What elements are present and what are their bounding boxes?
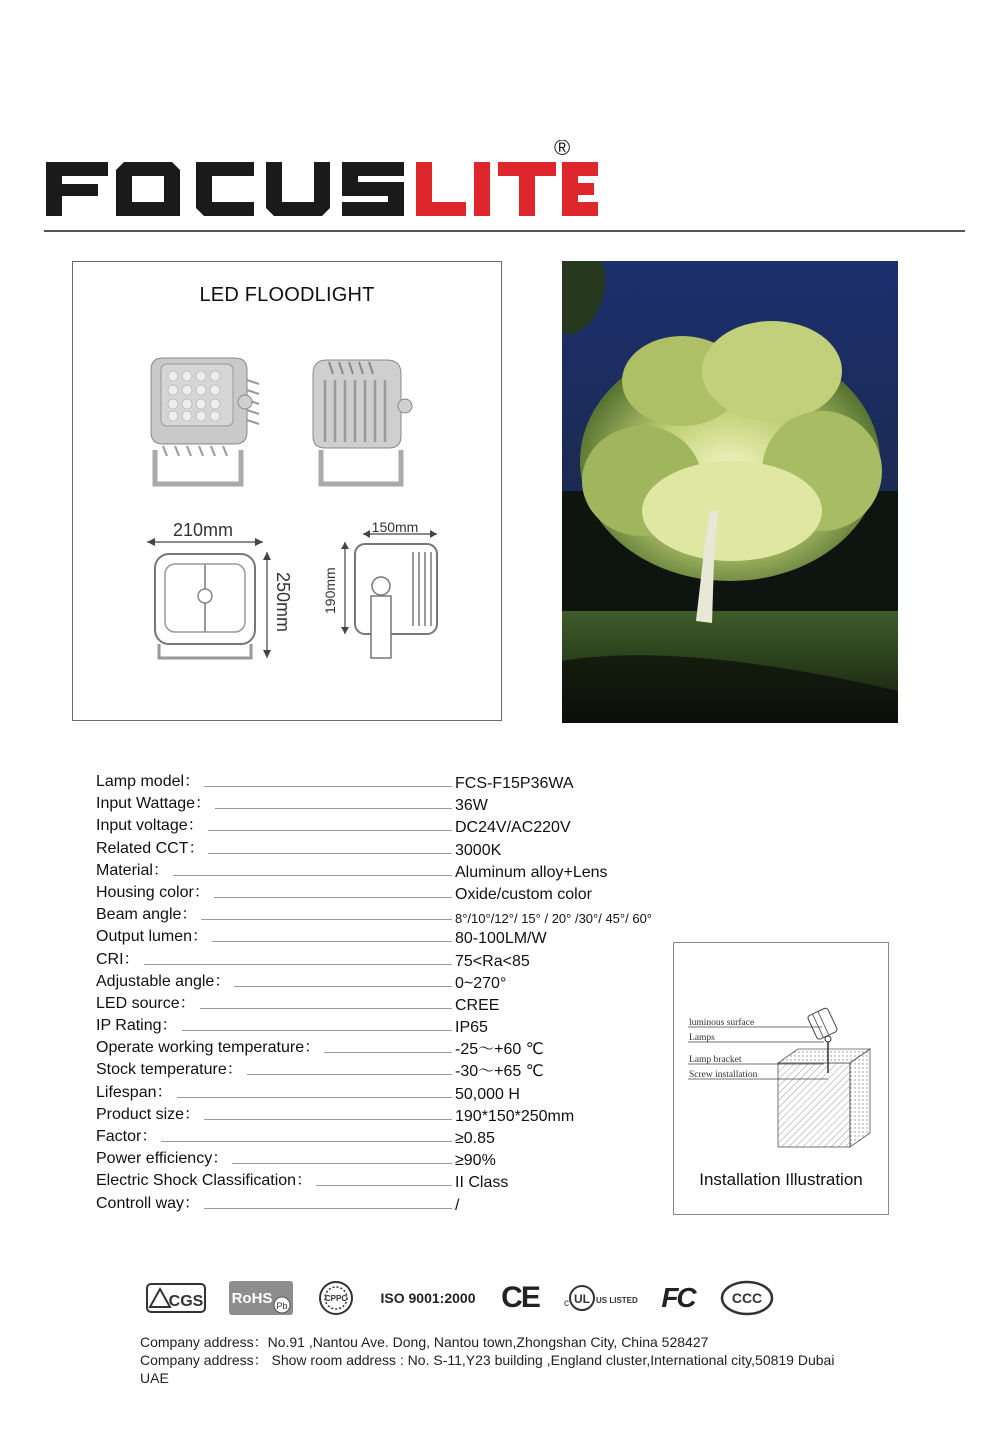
svg-text:Pb: Pb [276,1301,288,1311]
spec-value: ≥90% [455,1152,496,1170]
spec-value: 50,000 H [455,1085,520,1103]
ul-logo [560,1276,640,1320]
spec-label: Controll way： [96,1194,204,1214]
spec-row [96,972,706,994]
spec-row [96,816,706,838]
spec-row [96,1083,706,1105]
spec-label: Stock temperature： [96,1060,247,1080]
product-drawing-panel [72,261,502,721]
cppc-logo [316,1276,356,1320]
floodlight-back-view [313,360,412,484]
svg-text:CPPC: CPPC [324,1294,348,1303]
spec-value: Oxide/custom color [455,885,592,903]
spec-value: Aluminum alloy+Lens [455,863,608,881]
spec-label: Electric Shock Classification： [96,1171,316,1191]
spec-row [96,883,706,905]
spec-row [96,1127,706,1149]
spec-label: Output lumen： [96,927,212,947]
application-photo [562,261,898,723]
spec-label: LED source： [96,994,200,1014]
spec-value: 3000K [455,841,502,859]
product-title: LED FLOODLIGHT [199,284,375,306]
spec-row [96,839,706,861]
spec-label: Lamp model： [96,772,204,792]
installation-panel [673,942,889,1215]
spec-value: -25～+60 ℃ [455,1041,544,1059]
spec-value: FCS-F15P36WA [455,775,574,792]
spec-row [96,950,706,972]
spec-value: DC24V/AC220V [455,819,571,837]
spec-row [96,772,706,794]
spec-value: 0~270° [455,974,507,992]
cgs-logo [146,1276,206,1320]
spec-row [96,1149,706,1171]
spec-label: Product size： [96,1105,204,1125]
front-dimension-drawing [147,520,293,658]
certification-row [140,1276,780,1320]
footer-address [140,1333,880,1387]
install-label-screw-installation: Screw installation [689,1070,758,1080]
spec-label: IP Rating： [96,1016,182,1036]
iso-logo: ISO 9001:2000 [380,1290,476,1306]
spec-label: Power efficiency： [96,1149,232,1169]
spec-label: Lifespan： [96,1083,177,1103]
brand-logo [44,140,604,230]
spec-value: ≥0.85 [455,1130,495,1147]
svg-text:c: c [564,1298,569,1309]
spec-value: IP65 [455,1019,488,1037]
spec-value: -30～+65 ℃ [455,1063,544,1081]
spec-value: / [455,1196,460,1214]
spec-leader-line [96,964,452,965]
ce-logo: CE [501,1281,539,1314]
spec-label: Operate working temperature： [96,1038,324,1058]
spec-value: 75<Ra<85 [455,952,530,970]
spec-row [96,994,706,1016]
svg-text:UL: UL [574,1292,590,1306]
spec-value: II Class [455,1174,509,1192]
spec-row [96,1016,706,1038]
spec-label: Beam angle： [96,905,201,925]
svg-text:CGS: CGS [168,1293,204,1310]
spec-label: Input Wattage： [96,794,215,814]
svg-text:CCC: CCC [731,1290,763,1306]
spec-table [96,772,706,1216]
company-address-line-3: UAE [140,1370,169,1386]
spec-row [96,1194,706,1216]
logo-lite [416,162,598,216]
spec-row [96,927,706,949]
company-address-line-1: Company address：No.91 ,Nantou Ave. Dong, Nantou town,Zhongshan City, China 528427 [140,1334,709,1350]
dim-side-height-label: 190mm [322,567,338,614]
dim-width-label: 210mm [172,520,234,540]
side-dimension-drawing [322,519,437,658]
install-label-lamps: Lamps [689,1033,715,1043]
install-label-luminous-surface: luminous surface [689,1018,755,1028]
spec-label: Related CCT： [96,839,208,859]
dim-height-label: 250mm [273,572,293,633]
install-label-lamp-bracket: Lamp bracket [689,1055,742,1065]
spec-value: 8°/10°/12°/ 15° / 20° /30°/ 45°/ 60° [455,911,652,927]
spec-label: Input voltage： [96,816,208,836]
dim-depth-label: 150mm [371,519,419,535]
ccc-logo [718,1276,776,1320]
spec-label: Factor： [96,1127,161,1147]
spec-row [96,905,706,927]
spec-label: Housing color： [96,883,214,903]
registered-mark: ® [554,140,571,160]
spec-value: CREE [455,996,500,1014]
spec-row [96,861,706,883]
company-address-line-2: Company address： Show room address : No. S-11,Y23 building ,England cluster,International city,50819 Dubai [140,1352,835,1368]
logo-focus [46,162,404,216]
spec-value: 36W [455,797,488,815]
installation-caption: Installation Illustration [699,1170,863,1189]
spec-row [96,1038,706,1060]
spec-label: Material： [96,861,173,881]
fc-logo: FC [661,1282,695,1313]
floodlight-front-view [151,358,259,484]
spec-label: Adjustable angle： [96,972,234,992]
spec-row [96,794,706,816]
svg-text:US LISTED: US LISTED [596,1296,638,1305]
product-drawings [73,262,503,722]
spec-row [96,1060,706,1082]
header-divider [44,230,965,232]
installation-drawing [674,943,890,1163]
rohs-logo [228,1276,296,1320]
spec-row [96,1105,706,1127]
spec-row [96,1171,706,1193]
spec-value: 80-100LM/W [455,930,547,948]
spec-label: CRI： [96,950,144,970]
svg-text:RoHS: RoHS [231,1290,273,1307]
spec-value: 190*150*250mm [455,1107,575,1125]
